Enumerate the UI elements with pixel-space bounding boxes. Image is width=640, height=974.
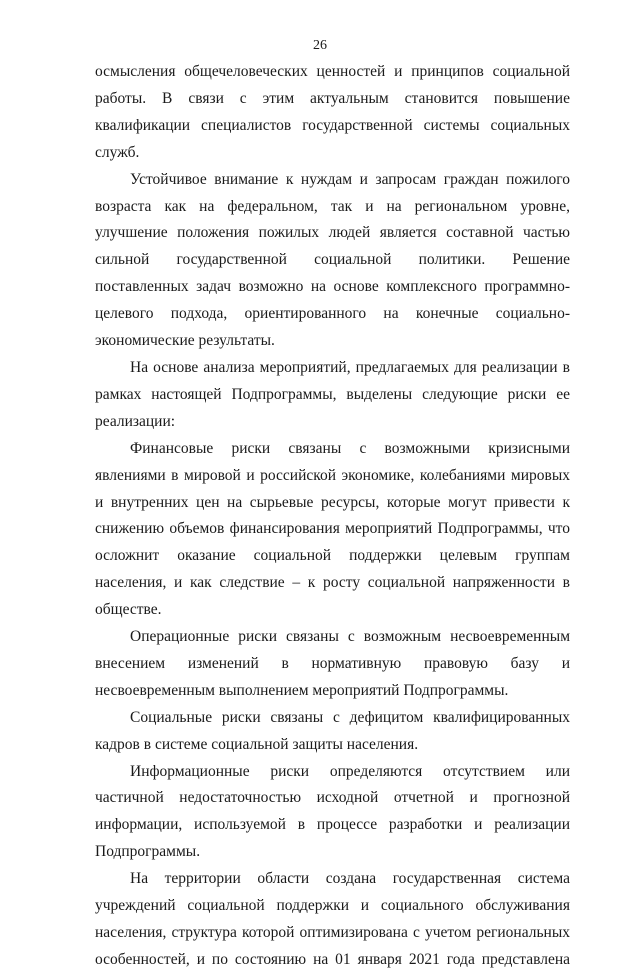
paragraph-3: На основе анализа мероприятий, предлагаемых для реализации в рамках настоящей Подпрограммы, выделены следующие риски ее реализации: (95, 358, 570, 430)
paragraph-8: На территории области создана государственная система учреждений социальной поддержки и социального обслуживания населения, структура которой оптимизирована с учетом региональных особенностей, и по состоянию на 01 января 2021 года представлена (95, 870, 570, 968)
paragraph-1: осмысления общечеловеческих ценностей и принципов социальной работы. В связи с этим актуальным становится повышение квалификации специалистов государственной системы социальных служб. (95, 63, 570, 161)
paragraph-5: Операционные риски связаны с возможным несвоевременным внесением изменений в нормативную правовую базу и несвоевременным выполнением мероприятий Подпрограммы. (95, 628, 570, 699)
paragraph-6: Социальные риски связаны с дефицитом квалифицированных кадров в системе социальной защиты населения. (95, 708, 570, 753)
paragraph-7: Информационные риски определяются отсутствием или частичной недостаточностью исходной отчетной и прогнозной информации, используемой в процессе разработки и реализации Подпрограммы. (95, 762, 570, 861)
paragraph-4: Финансовые риски связаны с возможными кризисными явлениями в мировой и российской экономике, колебаниями мировых и внутренних цен на сырьевые ресурсы, которые могут привести к снижению объемов финансирования мероприятий Подпрограммы, что осложнит оказание социальной поддержки целевым группам населения, и как следствие – к росту социальной напряженности в обществе. (95, 439, 570, 619)
document-body (95, 59, 570, 974)
page-number: 26 (313, 38, 327, 53)
paragraph-2: Устойчивое внимание к нуждам и запросам граждан пожилого возраста как на федеральном, так и на региональном уровне, улучшение положения пожилых людей является составной частью сильной государственной социальной политики. Решение поставленных задач возможно на основе комплексного программно-целевого подхода, ориентированного на конечные социально-экономические результаты. (95, 170, 570, 350)
